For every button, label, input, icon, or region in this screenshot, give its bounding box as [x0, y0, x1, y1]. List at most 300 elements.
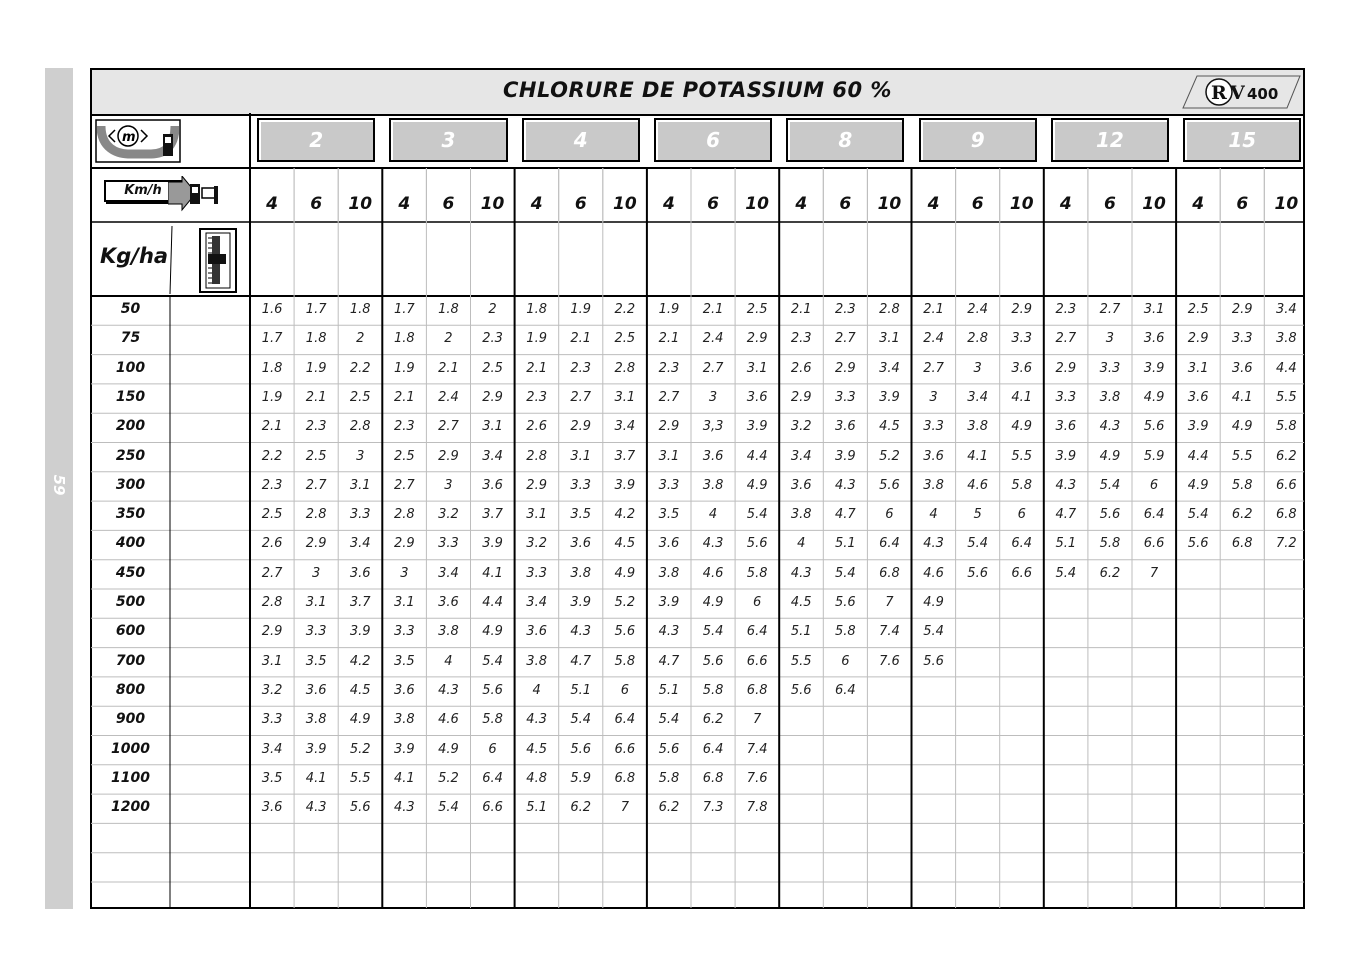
setting-value: 2.9 — [1187, 331, 1209, 347]
setting-value: 3.8 — [702, 477, 724, 493]
speed-header: 6 — [1104, 194, 1116, 214]
setting-value: 3.8 — [570, 565, 592, 581]
setting-value: 3.9 — [746, 419, 768, 435]
setting-value: 3.8 — [923, 477, 944, 493]
rate-label: 75 — [120, 330, 141, 347]
setting-value: 2.3 — [1055, 302, 1077, 317]
setting-value: 7.2 — [1276, 536, 1297, 552]
setting-value: 3.1 — [658, 448, 680, 464]
setting-value: 2.6 — [261, 536, 283, 552]
setting-value: 4.2 — [349, 653, 371, 669]
setting-value: 3.3 — [923, 419, 944, 435]
setting-value: 4.4 — [746, 448, 768, 464]
tractor-speed-icon — [168, 176, 222, 212]
setting-value: 3.6 — [1055, 419, 1077, 435]
setting-value: 4.9 — [1231, 419, 1253, 435]
setting-value: 1.7 — [261, 331, 283, 347]
speed-header: 10 — [480, 194, 505, 214]
setting-value: 3.6 — [526, 624, 547, 640]
setting-value: 3.4 — [614, 419, 636, 435]
setting-value: 2.9 — [394, 536, 415, 552]
setting-value: 5.4 — [1055, 565, 1077, 581]
setting-value: 3.3 — [394, 624, 415, 640]
setting-value: 2.9 — [305, 536, 327, 552]
setting-value: 5.6 — [1099, 507, 1121, 523]
setting-value: 2.9 — [1055, 360, 1077, 376]
setting-value: 3.8 — [790, 507, 812, 523]
setting-value: 2.3 — [526, 389, 547, 405]
setting-value: 5.4 — [1187, 507, 1209, 523]
setting-value: 5.8 — [658, 770, 680, 786]
setting-value: 2.7 — [305, 477, 327, 493]
title-bar — [92, 70, 1303, 116]
setting-value: 6.8 — [746, 682, 768, 698]
setting-value: 3.1 — [570, 448, 592, 464]
setting-value: 4.1 — [394, 770, 415, 786]
group-header-12: 12 — [1051, 118, 1169, 162]
setting-value: 2.8 — [879, 302, 900, 317]
setting-value: 4.8 — [526, 770, 547, 786]
setting-value: 4.3 — [438, 682, 459, 698]
setting-value: 3.3 — [835, 389, 856, 405]
setting-value: 3 — [708, 389, 718, 405]
setting-value: 4.9 — [923, 595, 944, 610]
rate-label: 1200 — [111, 799, 150, 816]
setting-value: 6.4 — [746, 624, 768, 640]
setting-value: 5.4 — [702, 624, 724, 640]
group-header-4: 4 — [522, 118, 640, 162]
setting-value: 4.3 — [702, 536, 724, 552]
setting-value: 3 — [973, 360, 982, 376]
setting-value: 4.7 — [570, 653, 592, 669]
setting-value: 5.6 — [570, 741, 592, 757]
setting-value: 6.8 — [1276, 507, 1297, 523]
setting-value: 2.7 — [394, 477, 415, 493]
setting-value: 6.4 — [1143, 507, 1165, 523]
setting-value: 1.9 — [261, 389, 283, 405]
setting-value: 4 — [532, 682, 541, 698]
setting-value: 3.6 — [261, 800, 283, 816]
speed-header: 6 — [971, 194, 984, 214]
setting-value: 4.5 — [879, 419, 900, 435]
setting-value: 3.9 — [1055, 448, 1077, 464]
setting-value: 2.3 — [835, 302, 856, 317]
rate-label: 200 — [115, 418, 146, 435]
setting-value: 4.9 — [1099, 448, 1121, 464]
setting-value: 5.8 — [746, 565, 768, 581]
logo-model: 400 — [1247, 85, 1279, 103]
setting-value: 7 — [620, 800, 629, 816]
setting-value: 4 — [797, 536, 806, 552]
logo-letter-v: V — [1230, 82, 1245, 104]
setting-value: 6 — [620, 682, 629, 698]
setting-value: 2.6 — [790, 360, 812, 376]
setting-value: 3.3 — [438, 536, 459, 552]
setting-value: 3.9 — [1143, 360, 1165, 376]
setting-value: 4.4 — [482, 595, 503, 610]
rate-label: 350 — [115, 506, 146, 523]
setting-value: 4.3 — [790, 565, 812, 581]
setting-value: 2.1 — [394, 389, 415, 405]
setting-value: 5.6 — [879, 477, 900, 493]
group-header-6: 6 — [654, 118, 772, 162]
rate-label: 800 — [115, 681, 146, 698]
setting-value: 2.5 — [746, 302, 768, 317]
rate-label: 700 — [115, 652, 146, 669]
setting-value: 6.4 — [835, 682, 856, 698]
setting-value: 3.8 — [526, 653, 547, 669]
setting-value: 2.5 — [305, 448, 327, 464]
setting-value: 5.6 — [790, 682, 812, 698]
setting-value: 6.4 — [1011, 536, 1033, 552]
rate-label: 500 — [115, 594, 146, 610]
setting-value: 2.8 — [526, 448, 547, 464]
speed-header: 4 — [1192, 194, 1205, 214]
group-header-8: 8 — [786, 118, 904, 162]
setting-value: 2.4 — [923, 331, 944, 347]
setting-value: 3.6 — [438, 595, 459, 610]
setting-value: 5.1 — [526, 800, 547, 816]
setting-value: 3.5 — [261, 770, 283, 786]
setting-value: 5.8 — [835, 624, 856, 640]
setting-value: 1.9 — [394, 360, 415, 376]
rate-label: 150 — [115, 388, 146, 405]
setting-value: 3.6 — [305, 682, 327, 698]
setting-value: 4.7 — [1055, 507, 1077, 523]
setting-value: 5.5 — [1011, 448, 1033, 464]
speed-header: 6 — [442, 194, 455, 214]
setting-value: 4.1 — [1231, 389, 1253, 405]
setting-value: 4.5 — [614, 536, 636, 552]
setting-value: 7 — [753, 712, 762, 728]
hopper-gauge-icon — [198, 228, 238, 294]
setting-value: 5.4 — [658, 712, 680, 728]
setting-value: 3.3 — [261, 712, 283, 728]
setting-value: 7.3 — [702, 800, 724, 816]
setting-value: 5.4 — [1099, 477, 1121, 493]
setting-value: 5.8 — [1276, 419, 1297, 435]
setting-value: 4.7 — [835, 507, 856, 523]
setting-value: 3.8 — [438, 624, 459, 640]
setting-value: 2 — [488, 302, 497, 317]
setting-value: 3.5 — [570, 507, 592, 523]
setting-value: 2.9 — [835, 360, 856, 376]
group-header-9: 9 — [919, 118, 1037, 162]
page-number: 59 — [50, 474, 68, 496]
setting-value: 4.4 — [1276, 360, 1297, 376]
speed-unit-label: Km/h — [104, 180, 182, 202]
setting-value: 6.2 — [702, 712, 724, 728]
setting-value: 3.5 — [394, 653, 415, 669]
setting-value: 5.6 — [482, 682, 503, 698]
rate-label: 300 — [115, 476, 146, 493]
setting-value: 5.4 — [967, 536, 988, 552]
setting-value: 2.8 — [967, 331, 988, 347]
setting-value: 3.6 — [923, 448, 944, 464]
setting-value: 4.3 — [526, 712, 547, 728]
setting-value: 2.9 — [261, 624, 283, 640]
setting-value: 2.2 — [261, 448, 283, 464]
setting-value: 3.6 — [1011, 360, 1033, 376]
rate-label: 450 — [115, 564, 146, 581]
setting-value: 6 — [1149, 477, 1159, 493]
setting-value: 3.2 — [790, 419, 812, 435]
setting-value: 3.6 — [1187, 389, 1209, 405]
setting-value: 3.9 — [1187, 419, 1209, 435]
setting-value: 6.6 — [1011, 565, 1033, 581]
setting-value: 7 — [1149, 565, 1159, 581]
setting-value: 3 — [929, 389, 938, 405]
setting-value: 2.9 — [790, 389, 812, 405]
setting-value: 6.6 — [1276, 477, 1297, 493]
setting-value: 7.4 — [879, 624, 900, 640]
setting-value: 3.6 — [349, 565, 371, 581]
setting-value: 4.6 — [702, 565, 724, 581]
setting-value: 2.7 — [261, 565, 283, 581]
setting-value: 5.6 — [835, 595, 856, 610]
setting-value: 3.8 — [1276, 331, 1297, 347]
setting-value: 2.1 — [438, 360, 459, 376]
setting-value: 2.3 — [570, 360, 592, 376]
setting-value: 3.6 — [658, 536, 680, 552]
setting-value: 4.1 — [1011, 389, 1033, 405]
speed-header: 10 — [1009, 194, 1034, 214]
setting-value: 3.9 — [658, 595, 680, 610]
setting-value: 3.3 — [1011, 331, 1033, 347]
setting-value: 3.3 — [305, 624, 327, 640]
setting-value: 5.5 — [349, 770, 371, 786]
setting-value: 2.9 — [526, 477, 547, 493]
speed-header: 4 — [1059, 194, 1072, 214]
setting-value: 3.4 — [879, 360, 900, 376]
setting-value: 4.9 — [614, 565, 636, 581]
setting-value: 3.7 — [482, 507, 503, 523]
setting-value: 3.1 — [879, 331, 900, 347]
setting-value: 2.9 — [1231, 302, 1253, 317]
setting-value: 5.6 — [702, 653, 724, 669]
setting-value: 4.1 — [967, 448, 988, 464]
setting-value: 5.6 — [746, 536, 768, 552]
setting-value: 3.6 — [394, 682, 415, 698]
setting-value: 2.1 — [658, 331, 680, 347]
setting-value: 2.2 — [349, 360, 371, 376]
setting-value: 4.9 — [1143, 389, 1165, 405]
setting-value: 3.1 — [305, 595, 327, 610]
setting-value: 4.3 — [1099, 419, 1121, 435]
svg-text:m: m — [122, 130, 136, 145]
setting-value: 2.6 — [526, 419, 547, 435]
setting-value: 1.7 — [394, 302, 415, 317]
setting-value: 5.6 — [923, 653, 944, 669]
setting-value: 6.4 — [879, 536, 900, 552]
setting-value: 5.5 — [1231, 448, 1253, 464]
setting-value: 3 — [356, 448, 365, 464]
setting-value: 3.2 — [438, 507, 459, 523]
speed-header: 6 — [310, 194, 323, 214]
setting-value: 4.9 — [349, 712, 371, 728]
setting-value: 3.1 — [394, 595, 415, 610]
setting-value: 1.7 — [305, 302, 327, 317]
setting-value: 4 — [929, 507, 938, 523]
setting-value: 2.8 — [261, 595, 283, 610]
setting-value: 5.1 — [790, 624, 812, 640]
setting-value: 3.4 — [526, 595, 547, 610]
setting-value: 1.8 — [305, 331, 327, 347]
setting-value: 4.3 — [305, 800, 327, 816]
speed-header: 10 — [1142, 194, 1166, 214]
setting-value: 6.8 — [1231, 536, 1253, 552]
setting-value: 5.2 — [349, 741, 371, 757]
setting-value: 1.9 — [570, 302, 592, 317]
setting-value: 3.9 — [349, 624, 371, 640]
setting-value: 2.1 — [570, 331, 592, 347]
setting-value: 3.1 — [482, 419, 503, 435]
speed-header: 10 — [745, 194, 769, 214]
setting-value: 6.4 — [482, 770, 503, 786]
setting-value: 4.3 — [1055, 477, 1077, 493]
setting-value: 5.8 — [614, 653, 636, 669]
setting-value: 5 — [973, 507, 982, 523]
setting-value: 5.6 — [1187, 536, 1209, 552]
setting-value: 2.2 — [614, 302, 636, 317]
setting-value: 4.9 — [1011, 419, 1033, 435]
setting-value: 6.4 — [614, 712, 636, 728]
setting-value: 2.1 — [702, 302, 724, 317]
setting-value: 5.1 — [570, 682, 592, 698]
setting-value: 2.3 — [658, 360, 680, 376]
setting-value: 4.5 — [790, 595, 812, 610]
setting-value: 6.6 — [746, 653, 768, 669]
setting-value: 4.3 — [835, 477, 856, 493]
setting-value: 4.3 — [923, 536, 944, 552]
setting-value: 3.6 — [1143, 331, 1165, 347]
setting-value: 4.7 — [658, 653, 680, 669]
setting-value: 5.6 — [967, 565, 988, 581]
setting-value: 2.3 — [305, 419, 327, 435]
rate-label: 250 — [115, 447, 146, 464]
setting-value: 3.4 — [349, 536, 371, 552]
setting-value: 2.5 — [261, 507, 283, 523]
setting-value: 2.7 — [835, 331, 856, 347]
speed-header: 4 — [663, 194, 675, 214]
rate-label: 900 — [115, 711, 146, 728]
setting-value: 5.8 — [1231, 477, 1253, 493]
rate-unit-label: Kg/ha — [100, 244, 169, 268]
table-title: CHLORURE DE POTASSIUM 60 % — [503, 78, 892, 102]
setting-value: 3.9 — [835, 448, 856, 464]
setting-value: 3.1 — [746, 360, 768, 376]
setting-value: 3.8 — [967, 419, 988, 435]
setting-value: 3.6 — [482, 477, 503, 493]
setting-value: 3.8 — [394, 712, 415, 728]
setting-value: 2.7 — [702, 360, 724, 376]
setting-value: 5.4 — [923, 624, 944, 640]
setting-value: 7.6 — [746, 770, 768, 786]
setting-value: 2.9 — [438, 448, 459, 464]
setting-value: 2.4 — [438, 389, 459, 405]
setting-value: 3.1 — [614, 389, 636, 405]
setting-value: 4.4 — [1187, 448, 1209, 464]
setting-value: 4.9 — [1187, 477, 1209, 493]
setting-value: 2.7 — [658, 389, 680, 405]
setting-value: 3.9 — [879, 389, 900, 405]
setting-value: 2.5 — [1187, 302, 1209, 317]
setting-value: 3 — [400, 565, 409, 581]
setting-value: 5.8 — [1011, 477, 1033, 493]
setting-value: 5.4 — [482, 653, 503, 669]
setting-value: 2.7 — [923, 360, 944, 376]
setting-value: 5.4 — [746, 507, 768, 523]
rate-label: 400 — [115, 535, 146, 552]
speed-header: 6 — [707, 194, 719, 214]
setting-value: 2.3 — [261, 477, 283, 493]
setting-value: 6.2 — [1099, 565, 1121, 581]
setting-value: 3.7 — [349, 595, 371, 610]
setting-value: 3.4 — [261, 741, 283, 757]
setting-value: 2.3 — [394, 419, 415, 435]
setting-value: 4.3 — [570, 624, 592, 640]
setting-value: 5.4 — [835, 565, 856, 581]
setting-value: 6 — [753, 595, 762, 610]
setting-value: 6 — [1017, 507, 1026, 523]
speed-header: 4 — [530, 194, 543, 214]
speed-header: 4 — [266, 194, 278, 214]
setting-value: 2 — [444, 331, 453, 347]
setting-value: 3 — [444, 477, 453, 493]
setting-value: 3.9 — [614, 477, 636, 493]
setting-value: 6.6 — [614, 741, 636, 757]
group-header-15: 15 — [1183, 118, 1301, 162]
setting-value: 4.5 — [349, 682, 371, 698]
group-header-3: 3 — [389, 118, 507, 162]
setting-value: 7.4 — [746, 741, 768, 757]
setting-value: 2.7 — [1099, 302, 1121, 317]
setting-value: 5.2 — [879, 448, 900, 464]
setting-value: 1.8 — [261, 360, 283, 376]
setting-value: 3.1 — [526, 507, 547, 523]
speed-header: 4 — [927, 194, 940, 214]
group-header-2: 2 — [257, 118, 375, 162]
setting-value: 2.8 — [614, 360, 636, 376]
setting-value: 1.8 — [349, 302, 371, 317]
setting-value: 5.9 — [1143, 448, 1165, 464]
speed-header: 10 — [348, 194, 373, 214]
setting-value: 7 — [885, 595, 894, 610]
setting-value: 5.6 — [1143, 419, 1165, 435]
setting-value: 5.1 — [835, 536, 856, 552]
setting-value: 3.1 — [261, 653, 283, 669]
setting-value: 6.8 — [614, 770, 636, 786]
setting-value: 4.6 — [438, 712, 459, 728]
setting-value: 4.6 — [967, 477, 988, 493]
setting-value: 3 — [312, 565, 321, 581]
setting-value: 5.2 — [614, 595, 636, 610]
setting-value: 4.6 — [923, 565, 944, 581]
setting-value: 2.8 — [394, 507, 415, 523]
setting-value: 3.9 — [482, 536, 503, 552]
setting-value: 1.9 — [526, 331, 547, 347]
setting-value: 6 — [841, 653, 850, 669]
setting-value: 4.9 — [482, 624, 503, 640]
setting-value: 4.1 — [482, 565, 503, 581]
setting-value: 2.5 — [349, 389, 371, 405]
rate-label: 600 — [115, 623, 146, 640]
setting-value: 2.5 — [482, 360, 503, 376]
speed-header: 10 — [1274, 194, 1299, 214]
setting-value: 3,3 — [702, 419, 724, 435]
setting-value: 2.9 — [570, 419, 592, 435]
setting-value: 3.9 — [305, 741, 327, 757]
